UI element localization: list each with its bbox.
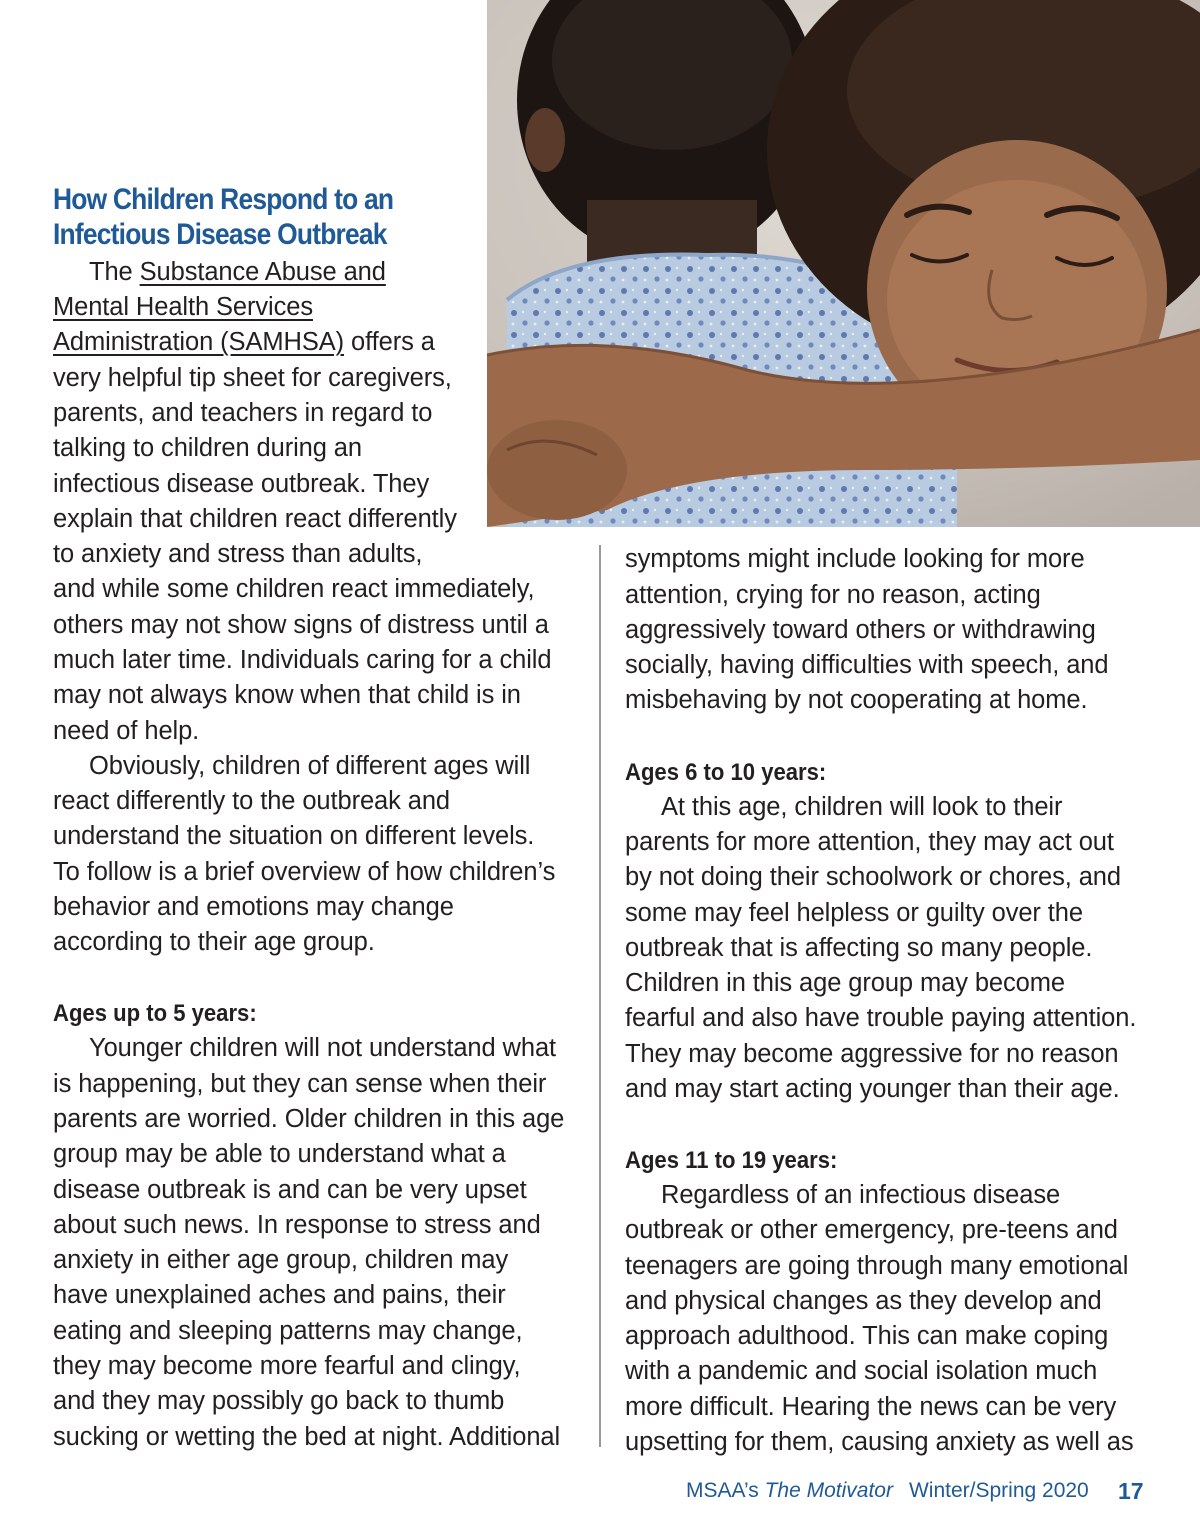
body-line: others may not show signs of distress until a xyxy=(53,611,549,639)
body-line: understand the situation on different levels. xyxy=(53,822,535,850)
page-footer xyxy=(686,1474,1089,1508)
body-line: To follow is a brief overview of how children’s xyxy=(53,858,556,886)
body-line: upsetting for them, causing anxiety as well as xyxy=(625,1428,1134,1456)
body-line: fearful and also have trouble paying attention. xyxy=(625,1004,1137,1032)
body-line: react differently to the outbreak and xyxy=(53,787,451,815)
body-line: and physical changes as they develop and xyxy=(625,1287,1102,1315)
page-number: 17 xyxy=(1118,1478,1144,1504)
body-line: behavior and emotions may change xyxy=(53,893,454,921)
section-heading-ages-up-to-5: Ages up to 5 years: xyxy=(53,1000,257,1027)
body-line: may not always know when that child is in xyxy=(53,681,521,709)
body-line: Children in this age group may become xyxy=(625,969,1065,997)
section-heading-ages-11-to-19: Ages 11 to 19 years: xyxy=(625,1147,838,1174)
body-line: symptoms might include looking for more xyxy=(625,545,1085,573)
samhsa-link[interactable]: Administration (SAMHSA) xyxy=(53,328,345,356)
footer-publication: The Motivator xyxy=(764,1479,893,1502)
body-line: some may feel helpless or guilty over the xyxy=(625,899,1083,927)
body-line: and while some children react immediately, xyxy=(53,575,535,603)
body-line: teenagers are going through many emotional xyxy=(625,1252,1129,1280)
body-line: and they may possibly go back to thumb xyxy=(53,1387,505,1415)
body-line: disease outbreak is and can be very upset xyxy=(53,1176,527,1204)
body-line xyxy=(89,255,386,290)
body-text: The xyxy=(89,258,140,286)
body-line: group may be able to understand what a xyxy=(53,1140,506,1168)
footer-org: MSAA’s xyxy=(686,1479,765,1502)
body-line: and may start acting younger than their age. xyxy=(625,1075,1120,1103)
body-line: socially, having difficulties with speech, and xyxy=(625,651,1109,679)
body-line: more difficult. Hearing the news can be very xyxy=(625,1393,1117,1421)
body-line: to anxiety and stress than adults, xyxy=(53,540,423,568)
footer-issue: Winter/Spring 2020 xyxy=(908,1479,1089,1502)
body-line: anxiety in either age group, children may xyxy=(53,1246,509,1274)
section-heading-ages-6-to-10: Ages 6 to 10 years: xyxy=(625,759,827,786)
body-line: need of help. xyxy=(53,717,200,745)
article-title-line1: How Children Respond to an xyxy=(53,183,394,216)
body-line: aggressively toward others or withdrawing xyxy=(625,616,1096,644)
body-line: parents for more attention, they may act out xyxy=(625,828,1114,856)
body-line: outbreak or other emergency, pre-teens and xyxy=(625,1216,1118,1244)
body-line: parents, and teachers in regard to xyxy=(53,399,433,427)
body-line xyxy=(53,325,435,360)
body-line: eating and sleeping patterns may change, xyxy=(53,1317,523,1345)
body-line: infectious disease outbreak. They xyxy=(53,470,430,498)
hug-photo xyxy=(487,0,1200,527)
body-line: Obviously, children of different ages will xyxy=(89,752,531,780)
body-line: about such news. In response to stress and xyxy=(53,1211,541,1239)
samhsa-link[interactable]: Substance Abuse and xyxy=(139,258,386,286)
body-line: they may become more fearful and clingy, xyxy=(53,1352,521,1380)
body-line: explain that children react differently xyxy=(53,505,457,533)
body-line: talking to children during an xyxy=(53,434,362,462)
body-line: with a pandemic and social isolation much xyxy=(625,1357,1098,1385)
body-line xyxy=(53,290,313,325)
body-line: Regardless of an infectious disease xyxy=(661,1181,1061,1209)
body-line: parents are worried. Older children in this age xyxy=(53,1105,565,1133)
body-line: according to their age group. xyxy=(53,928,375,956)
body-line: misbehaving by not cooperating at home. xyxy=(625,686,1088,714)
samhsa-link[interactable]: Mental Health Services xyxy=(53,293,313,321)
body-line: At this age, children will look to their xyxy=(661,793,1063,821)
body-line: much later time. Individuals caring for a child xyxy=(53,646,552,674)
body-line: is happening, but they can sense when their xyxy=(53,1070,547,1098)
body-line: sucking or wetting the bed at night. Additional xyxy=(53,1423,561,1451)
column-divider xyxy=(599,545,601,1447)
body-text: offers a xyxy=(344,328,435,356)
body-line: very helpful tip sheet for caregivers, xyxy=(53,364,452,392)
body-line: by not doing their schoolwork or chores, and xyxy=(625,863,1121,891)
body-line: attention, crying for no reason, acting xyxy=(625,581,1041,609)
body-line: approach adulthood. This can make coping xyxy=(625,1322,1109,1350)
body-line: Younger children will not understand what xyxy=(89,1034,557,1062)
body-line: They may become aggressive for no reason xyxy=(625,1040,1119,1068)
body-line: outbreak that is affecting so many people. xyxy=(625,934,1093,962)
body-line: have unexplained aches and pains, their xyxy=(53,1281,506,1309)
article-title-line2: Infectious Disease Outbreak xyxy=(53,218,387,251)
